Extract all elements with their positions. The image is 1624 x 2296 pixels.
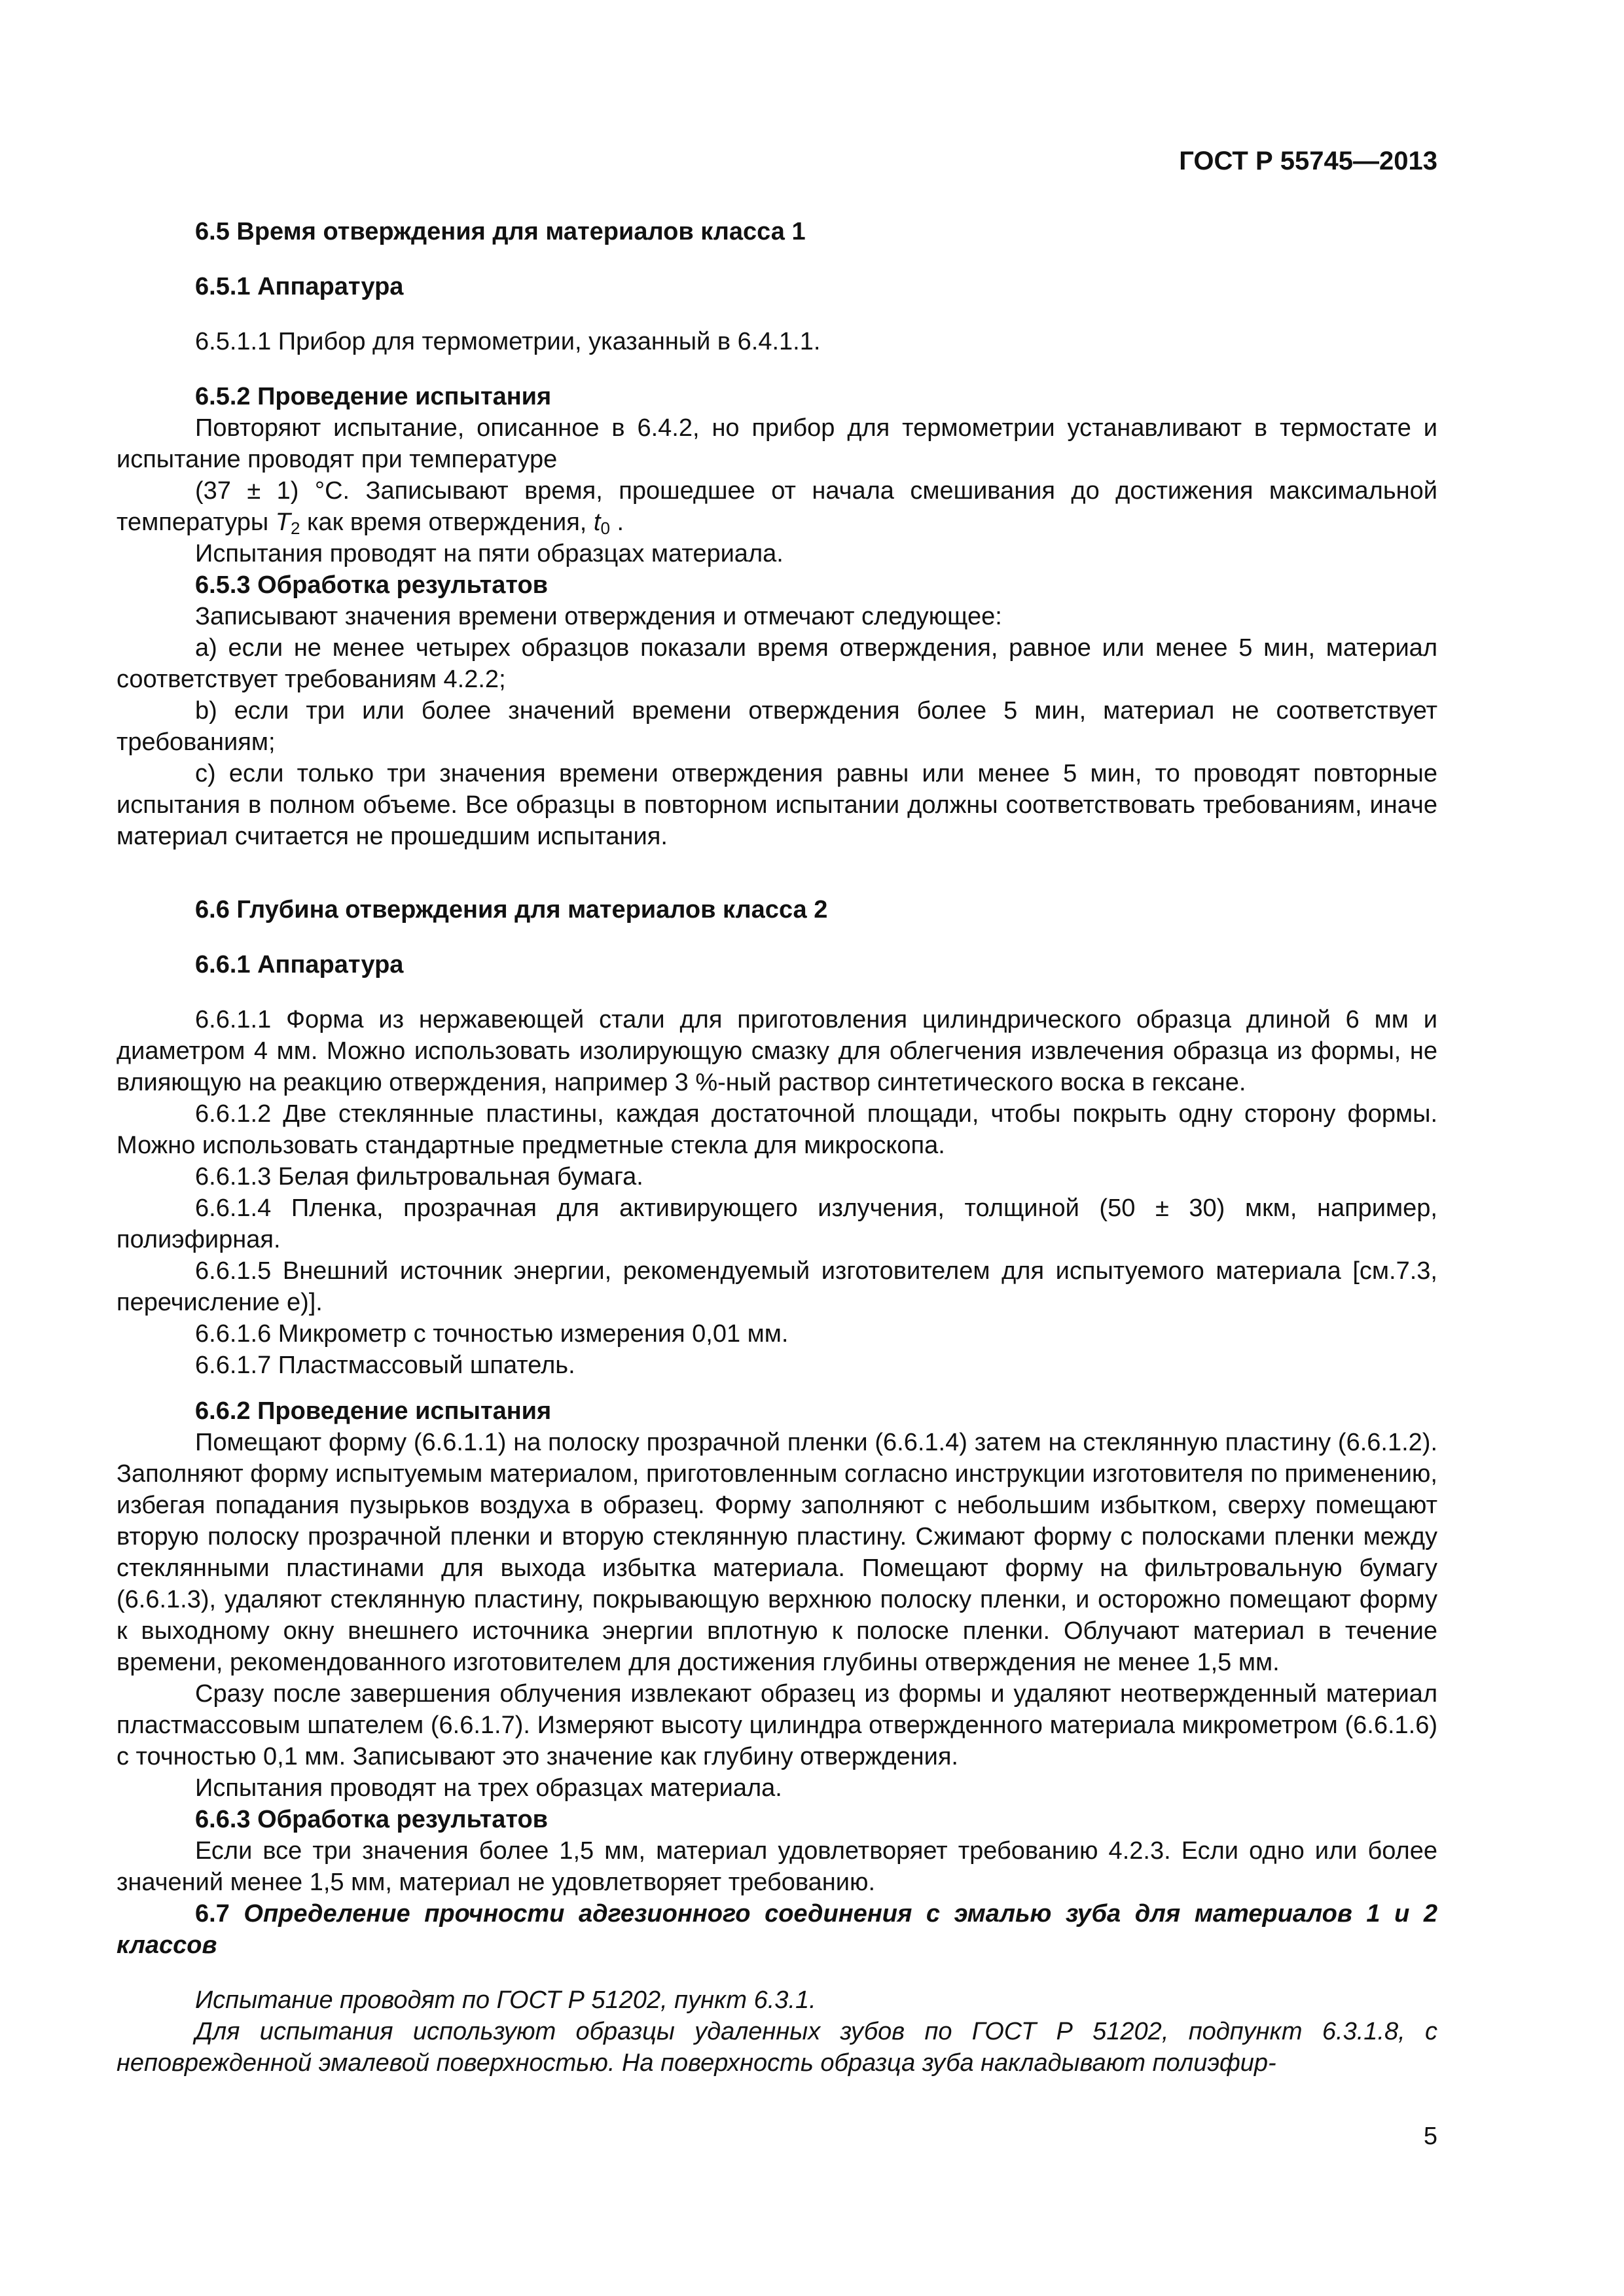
paragraph-6-6-2-a: Помещают форму (6.6.1.1) на полоску прозрачной пленки (6.6.1.4) затем на стеклянную пластину (6.6.1.2). Заполняют форму испытуемым материалом, приготовленным согласно инструкции изготовителя по применению, избегая попадания пузырьков воздуха в образец. Форму заполняют с небольшим избытком, сверху помещают вторую полоску прозрачной пленки и вторую стеклянную пластину. Сжимают форму с полосками пленки между стеклянными пластинами для выхода избытка материала. Помещают форму на фильтровальную бумагу (6.6.1.3), удаляют стеклянную пластину, покрывающую верхнюю полоску пленки, и осторожно помещают форму к выходному окну внешнего источника энергии вплотную к полоске пленки. Облучают материал в течение времени, рекомендованного изготовителем для достижения глубины отверждения не менее 1,5 мм. xyxy=(117,1429,1437,1676)
section-6-5-2-heading: 6.5.2 Проведение испытания xyxy=(195,383,552,410)
paragraph-6-5-2-c: Испытания проводят на пяти образцах материала. xyxy=(195,540,784,567)
section-6-6-3-heading: 6.6.3 Обработка результатов xyxy=(195,1806,549,1833)
section-6-7-number: 6.7 xyxy=(195,1900,244,1928)
paragraph-6-6-2-c: Испытания проводят на трех образцах материала. xyxy=(195,1774,782,1802)
page-number: 5 xyxy=(1423,2123,1437,2150)
paragraph-6-5-2-b-end: . xyxy=(609,509,624,536)
paragraph-6-6-1-2: 6.6.1.2 Две стеклянные пластины, каждая достаточной площади, чтобы покрыть одну сторону формы. Можно использовать стандартные предметные стекла для микроскопа. xyxy=(117,1100,1437,1159)
section-6-7-title xyxy=(117,1898,1437,1961)
section-6-5-1-heading: 6.5.1 Аппаратура xyxy=(195,273,404,300)
symbol-T: T xyxy=(275,509,291,536)
paragraph-6-5-1-1: 6.5.1.1 Прибор для термометрии, указанный в 6.4.1.1. xyxy=(195,328,821,355)
section-6-6-2-heading: 6.6.2 Проведение испытания xyxy=(195,1397,552,1425)
paragraph-6-6-1-5: 6.6.1.5 Внешний источник энергии, рекомендуемый изготовителем для испытуемого материала [см.7.3, перечисление е)]. xyxy=(117,1257,1437,1316)
paragraph-6-5-3-a: Записывают значения времени отверждения и отмечают следующее: xyxy=(195,603,1002,630)
paragraph-6-6-1-6: 6.6.1.6 Микрометр с точностью измерения 0,01 мм. xyxy=(195,1320,789,1348)
paragraph-6-7-2: Для испытания используют образцы удаленных зубов по ГОСТ Р 51202, подпункт 6.3.1.8, с неповрежденной эмалевой поверхностью. На поверхность образца зуба накладывают полиэфир- xyxy=(117,2018,1437,2077)
section-6-6-title: 6.6 Глубина отверждения для материалов класса 2 xyxy=(195,896,828,924)
list-item-c: c) если только три значения времени отверждения равны или менее 5 мин, то проводят повторные испытания в полном объеме. Все образцы в повторном испытании должны соответствовать требованиям, иначе материал считается не прошедшим испытания. xyxy=(117,760,1437,850)
symbol-t: t xyxy=(593,509,601,536)
section-6-6-1-heading: 6.6.1 Аппаратура xyxy=(195,951,404,978)
list-item-a: a) если не менее четырех образцов показали время отверждения, равное или менее 5 мин, материал соответствует требованиям 4.2.2; xyxy=(117,634,1437,693)
paragraph-6-5-2-a: Повторяют испытание, описанное в 6.4.2, но прибор для термометрии устанавливают в термостате и испытание проводят при температуре xyxy=(117,414,1437,473)
section-6-7-title-text: Определение прочности адгезионного соединения с эмалью зуба для материалов 1 и 2 классов xyxy=(117,1900,1437,1959)
paragraph-6-6-1-1: 6.6.1.1 Форма из нержавеющей стали для приготовления цилиндрического образца длиной 6 мм и диаметром 4 мм. Можно использовать изолирующую смазку для облегчения извлечения образца из формы, не влияющую на реакцию отверждения, например 3 %-ный раствор синтетического воска в гексане. xyxy=(117,1006,1437,1096)
paragraph-6-6-1-4: 6.6.1.4 Пленка, прозрачная для активирующего излучения, толщиной (50 ± 30) мкм, например, полиэфирная. xyxy=(117,1194,1437,1253)
paragraph-6-6-2-b: Сразу после завершения облучения извлекают образец из формы и удаляют неотвержденный материал пластмассовым шпателем (6.6.1.7). Измеряют высоту цилиндра отвержденного материала микрометром (6.6.1.6) с точностью 0,1 мм. Записывают это значение как глубину отверждения. xyxy=(117,1680,1437,1770)
paragraph-6-6-1-7: 6.6.1.7 Пластмассовый шпатель. xyxy=(195,1352,575,1379)
paragraph-6-5-2-b-mid: как время отверждения, xyxy=(300,509,594,536)
paragraph-6-5-2-b-text: (37 ± 1) °C. Записывают время, прошедшее от начала смешивания до достижения максимальной температуры xyxy=(117,477,1437,536)
symbol-T-subscript: 2 xyxy=(291,518,300,538)
symbol-t-subscript: 0 xyxy=(600,518,610,538)
paragraph-6-5-2-b xyxy=(117,475,1437,538)
paragraph-6-6-1-3: 6.6.1.3 Белая фильтровальная бумага. xyxy=(195,1163,643,1191)
section-6-5-title: 6.5 Время отверждения для материалов класса 1 xyxy=(195,218,806,245)
list-item-b: b) если три или более значений времени отверждения более 5 мин, материал не соответствует требованиям; xyxy=(117,697,1437,756)
paragraph-6-6-3: Если все три значения более 1,5 мм, материал удовлетворяет требованию 4.2.3. Если одно или более значений менее 1,5 мм, материал не удовлетворяет требованию. xyxy=(117,1837,1437,1896)
page-content xyxy=(117,216,1437,2079)
paragraph-6-7-1: Испытание проводят по ГОСТ Р 51202, пункт 6.3.1. xyxy=(195,1986,816,2014)
document-code-header: ГОСТ Р 55745—2013 xyxy=(1179,147,1437,175)
section-6-5-3-heading: 6.5.3 Обработка результатов xyxy=(195,571,549,599)
